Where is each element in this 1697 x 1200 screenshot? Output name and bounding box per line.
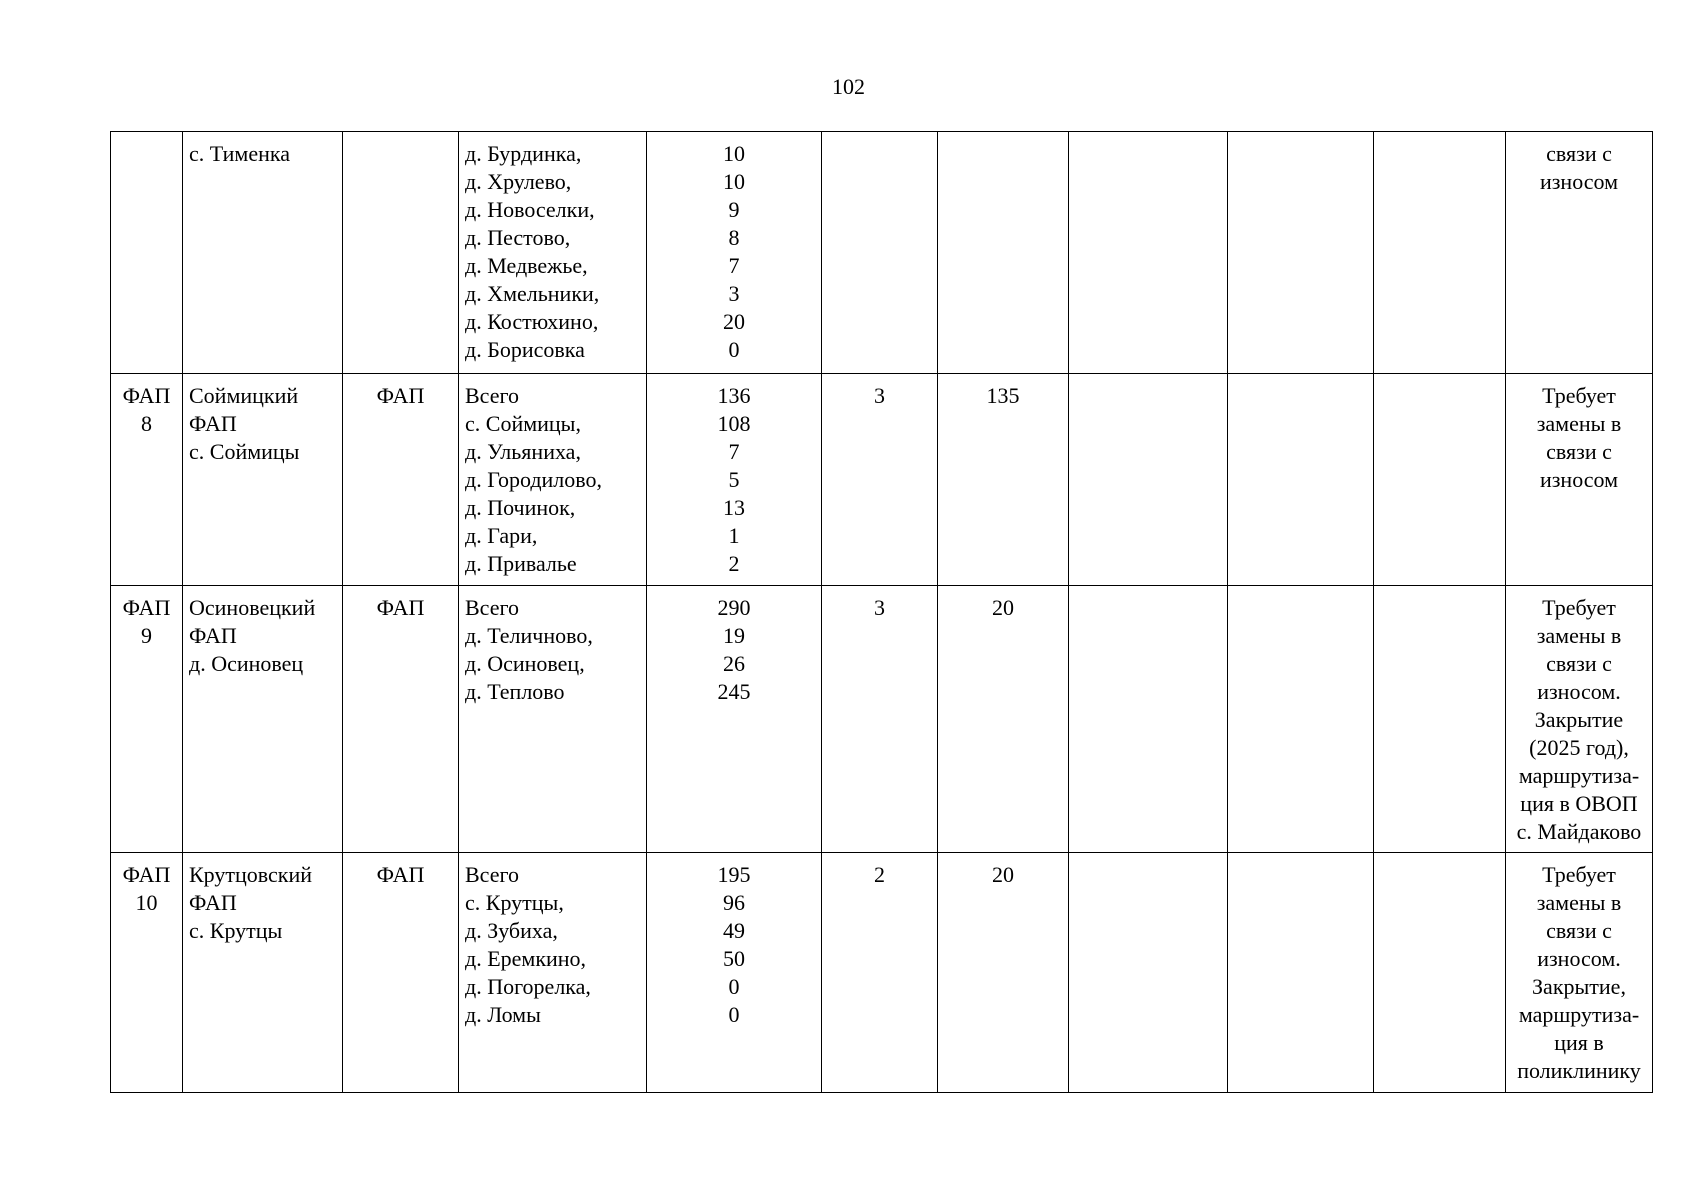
- note-cell: связи с износом: [1506, 132, 1653, 374]
- facility-name-cell: Осиновецкий ФАП д. Осиновец: [183, 586, 343, 853]
- population-cell: 136 108 7 5 13 1 2: [647, 374, 822, 586]
- population-cell: 195 96 49 50 0 0: [647, 853, 822, 1093]
- row-id-cell: ФАП 9: [111, 586, 183, 853]
- facility-name-cell: Соймицкий ФАП с. Соймицы: [183, 374, 343, 586]
- facility-type-cell: [343, 132, 459, 374]
- column-10-cell: [1374, 853, 1506, 1093]
- table-row: [111, 374, 1653, 586]
- column-6-cell: 3: [822, 374, 938, 586]
- column-7-cell: 20: [938, 853, 1069, 1093]
- note-cell: Требует замены в связи с износом: [1506, 374, 1653, 586]
- column-10-cell: [1374, 586, 1506, 853]
- facility-name-cell: с. Тименка: [183, 132, 343, 374]
- facility-name-cell: Крутцовский ФАП с. Крутцы: [183, 853, 343, 1093]
- column-8-cell: [1069, 374, 1228, 586]
- settlements-cell: д. Бурдинка, д. Хрулево, д. Новоселки, д. Пестово, д. Медвежье, д. Хмельники, д. Костюхино, д. Борисовка: [459, 132, 647, 374]
- column-7-cell: 135: [938, 374, 1069, 586]
- column-6-cell: 3: [822, 586, 938, 853]
- column-8-cell: [1069, 132, 1228, 374]
- column-9-cell: [1228, 374, 1374, 586]
- facility-type-cell: ФАП: [343, 586, 459, 853]
- column-9-cell: [1228, 586, 1374, 853]
- table-row: [111, 132, 1653, 374]
- column-9-cell: [1228, 132, 1374, 374]
- column-7-cell: [938, 132, 1069, 374]
- table-row: [111, 586, 1653, 853]
- column-10-cell: [1374, 374, 1506, 586]
- column-7-cell: 20: [938, 586, 1069, 853]
- row-id-cell: ФАП 8: [111, 374, 183, 586]
- row-id-cell: ФАП 10: [111, 853, 183, 1093]
- settlements-cell: Всего с. Соймицы, д. Ульяниха, д. Городилово, д. Починок, д. Гари, д. Привалье: [459, 374, 647, 586]
- note-cell: Требует замены в связи с износом. Закрытие, маршрутиза- ция в поликлинику: [1506, 853, 1653, 1093]
- column-6-cell: [822, 132, 938, 374]
- population-cell: 10 10 9 8 7 3 20 0: [647, 132, 822, 374]
- column-10-cell: [1374, 132, 1506, 374]
- settlements-cell: Всего с. Крутцы, д. Зубиха, д. Еремкино, д. Погорелка, д. Ломы: [459, 853, 647, 1093]
- settlements-cell: Всего д. Теличново, д. Осиновец, д. Теплово: [459, 586, 647, 853]
- facility-type-cell: ФАП: [343, 374, 459, 586]
- page-number: 102: [832, 74, 865, 99]
- row-id-cell: [111, 132, 183, 374]
- column-6-cell: 2: [822, 853, 938, 1093]
- table-row: [111, 853, 1653, 1093]
- facility-type-cell: ФАП: [343, 853, 459, 1093]
- note-cell: Требует замены в связи с износом. Закрытие (2025 год), маршрутиза- ция в ОВОП с. Майдаково: [1506, 586, 1653, 853]
- population-cell: 290 19 26 245: [647, 586, 822, 853]
- facilities-table: [110, 131, 1653, 1093]
- column-8-cell: [1069, 586, 1228, 853]
- column-9-cell: [1228, 853, 1374, 1093]
- column-8-cell: [1069, 853, 1228, 1093]
